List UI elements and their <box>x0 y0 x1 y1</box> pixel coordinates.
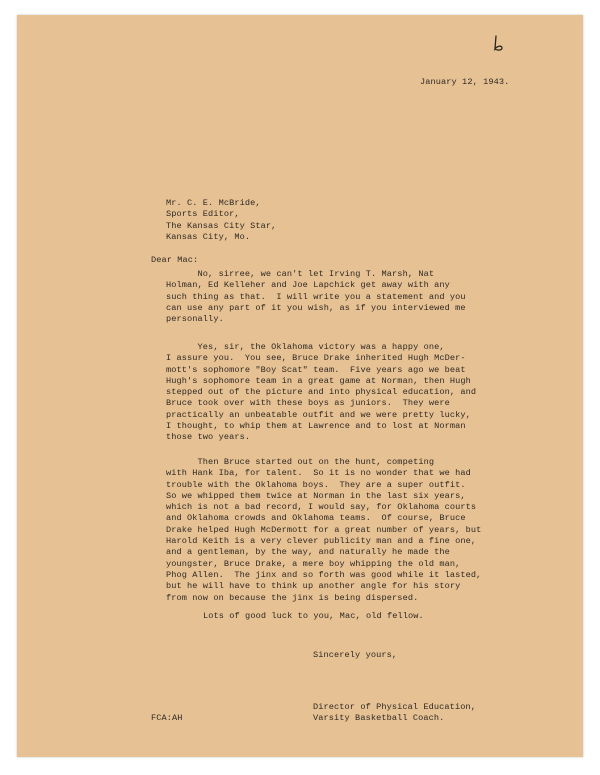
paragraph-line: Then Bruce started out on the hunt, competing <box>166 457 435 467</box>
paragraph-line: Lots of good luck to you, Mac, old fellow. <box>203 611 424 621</box>
paragraph-line: with Hank Iba, for talent. So it is no wonder that we had <box>166 468 471 479</box>
paragraph-line: those two years. <box>166 432 251 443</box>
address-line: Sports Editor, <box>166 209 240 220</box>
paragraph-1 <box>166 269 466 325</box>
paragraph-line: Yes, sir, the Oklahoma victory was a happy one, <box>166 342 445 352</box>
paragraph-line: can use any part of it you wish, as if you interviewed me <box>166 302 466 313</box>
signature-block <box>313 702 476 725</box>
address-line: The Kansas City Star, <box>166 220 277 231</box>
letter-date: January 12, 1943. <box>420 77 510 87</box>
signature-line: Varsity Basketball Coach. <box>313 713 445 724</box>
paragraph-line: Hugh's sophomore team in a great game at Norman, then Hugh <box>166 375 471 386</box>
paragraph-line: from now on because the jinx is being dispersed. <box>166 592 419 603</box>
paragraph-line: Harold Keith is a very clever publicity man and a fine one, <box>166 536 477 547</box>
paragraph-line: Bruce took over with these boys as juniors. They were <box>166 398 450 409</box>
salutation: Dear Mac: <box>151 255 199 265</box>
reference-initials: FCA:AH <box>151 713 183 723</box>
paragraph-2 <box>166 342 476 444</box>
paragraph-line: practically an unbeatable outfit and we were pretty lucky, <box>166 409 471 420</box>
recipient-address <box>166 198 276 243</box>
complimentary-close: Sincerely yours, <box>313 650 398 660</box>
paragraph-3 <box>166 457 481 604</box>
paragraph-line: Phog Allen. The jinx and so forth was good while it lasted, <box>166 569 482 580</box>
paragraph-line: Drake helped Hugh McDermott for a great number of years, but <box>166 524 482 535</box>
paragraph-line: So we whipped them twice at Norman in the last six years, <box>166 490 466 501</box>
paragraph-line: No, sirree, we can't let Irving T. Marsh, Nat <box>166 269 435 279</box>
address-line: Kansas City, Mo. <box>166 231 251 242</box>
paragraph-line: I assure you. You see, Bruce Drake inherited Hugh McDer- <box>166 353 466 364</box>
paragraph-line: and Oklahoma crowds and Oklahoma teams. Of course, Bruce <box>166 513 466 524</box>
signature-line: Director of Physical Education, <box>313 702 476 712</box>
handwritten-mark-icon <box>491 34 507 52</box>
paragraph-line: and a gentleman, by the way, and naturally he made the <box>166 547 450 558</box>
paragraph-line: personally. <box>166 314 224 325</box>
paragraph-4 <box>203 611 424 622</box>
address-line: Mr. C. E. McBride, <box>166 198 261 208</box>
paragraph-line: mott's sophomore "Boy Scat" team. Five years ago we beat <box>166 364 466 375</box>
paragraph-line: trouble with the Oklahoma boys. They are a super outfit. <box>166 479 466 490</box>
paragraph-line: youngster, Bruce Drake, a mere boy whipping the old man, <box>166 558 461 569</box>
paragraph-line: but he will have to think up another angle for his story <box>166 581 461 592</box>
paragraph-line: which is not a bad record, I would say, for Oklahoma courts <box>166 502 477 513</box>
paragraph-line: Holman, Ed Kelleher and Joe Lapchick get away with any <box>166 280 450 291</box>
paragraph-line: such thing as that. I will write you a statement and you <box>166 291 466 302</box>
paragraph-line: stepped out of the picture and into physical education, and <box>166 387 477 398</box>
paragraph-line: I thought, to whip them at Lawrence and to lost at Norman <box>166 421 466 432</box>
